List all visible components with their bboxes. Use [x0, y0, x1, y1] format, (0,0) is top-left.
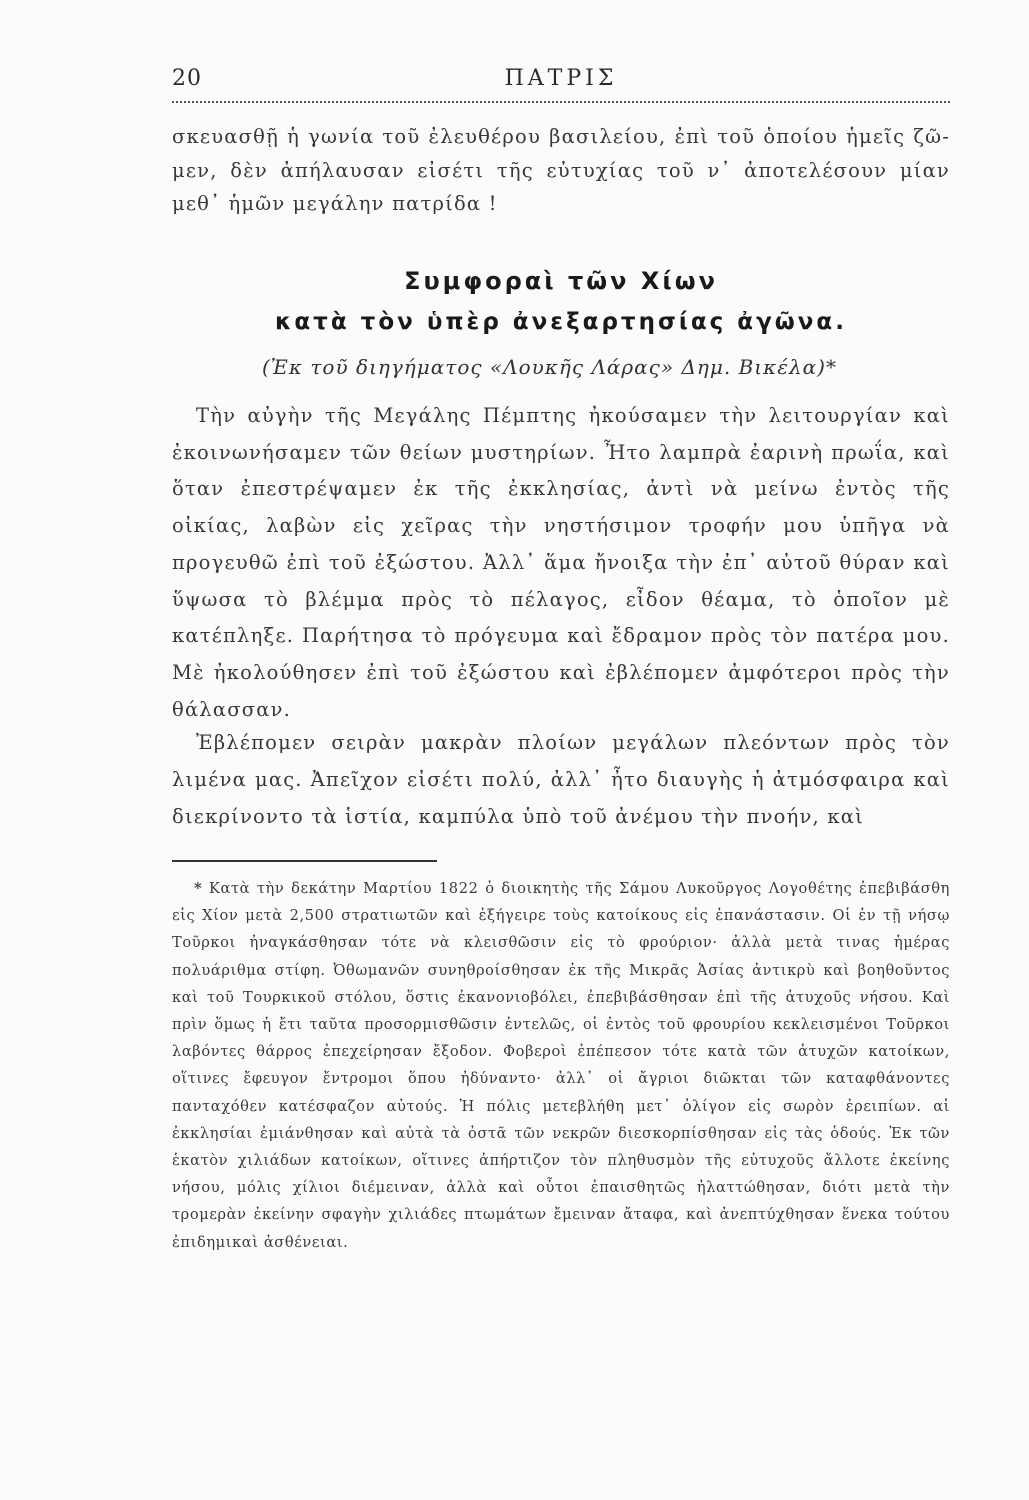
article-title-line1: Συμφοραὶ τῶν Χίων — [404, 267, 718, 295]
article-paragraph-1: Τὴν αὐγὴν τῆς Μεγάλης Πέμπτης ἠκούσαμεν τὴν λειτουργίαν καὶ ἐκοινωνήσαμεν τῶν θείων μυστηρίων. Ἦτο λαμπρὰ ἐαρινὴ πρωΐα, καὶ ὅταν ἐπεστρέψαμεν ἐκ τῆς ἐκκλησίας, ἀντὶ νὰ μείνω ἐντὸς τῆς οἰκίας, λαβὼν εἰς χεῖρας τὴν νηστήσιμον τροφήν μου ὑπῆγα νὰ προγευθῶ ἐπὶ τοῦ ἐξώστου. Ἀλλ᾽ ἅμα ἤνοιξα τὴν ἐπ᾽ αὐτοῦ θύραν καὶ ὕψωσα τὸ βλέμμα πρὸς τὸ πέλαγος, εἶδον θέαμα, τὸ ὁποῖον μὲ κατέπληξε. Παρήτησα τὸ πρόγευμα καὶ ἔδραμον πρὸς τὸν πατέρα μου. Μὲ ἠκολούθησεν ἐπὶ τοῦ ἐξώστου καὶ ἐβλέπομεν ἀμφότεροι πρὸς τὴν θάλασσαν. — [172, 404, 950, 721]
article-title-line2: κατὰ τὸν ὑπὲρ ἀνεξαρτησίας ἀγῶνα. — [275, 309, 847, 335]
footnote — [172, 875, 950, 1256]
header-rule — [172, 101, 950, 103]
intro-paragraph: σκευασθῇ ἡ γωνία τοῦ ἐλευθέρου βασιλείου, ἐπὶ τοῦ ὁποίου ἡμεῖς ζῶ-μεν, δὲν ἀπήλαυσαν εἰσέτι τῆς εὐτυχίας τοῦ ν᾽ ἀποτελέσουν μίαν μεθ᾽ ἡμῶν μεγάλην πατρίδα ! — [172, 125, 950, 215]
footnote-text: Κατὰ τὴν δεκάτην Μαρτίου 1822 ὁ διοικητὴς τῆς Σάμου Λυκοῦργος Λογοθέτης ἐπεβιβάσθη εἰς Χίον μετὰ 2,500 στρατιωτῶν καὶ ἐξήγειρε τοὺς κατοίκους εἰς ἐπανάστασιν. Οἱ ἐν τῇ νήσῳ Τοῦρκοι ἠναγκάσθησαν τότε νὰ κλεισθῶσιν εἰς τὸ φρούριον· ἀλλὰ μετὰ τινας ἡμέρας πολυάριθμα στίφη. Ὀθωμανῶν συνηθροίσθησαν ἐκ τῆς Μικρᾶς Ἀσίας ἀντικρὺ καὶ βοηθοῦντος καὶ τοῦ Τουρκικοῦ στόλου, ὅστις ἐκανονιοβόλει, ἐπεβιβάσθησαν ἐπὶ τῆς ἀτυχοῦς νήσου. Καὶ πρὶν ὅμως ἡ ἔτι ταῦτα προσορμισθῶσιν ἐντελῶς, οἱ ἐντὸς τοῦ φρουρίου κεκλεισμένοι Τοῦρκοι λαβόντες θάρρος ἐπεχείρησαν ἔξοδον. Φοβεροὶ ἐπέπεσον τότε κατὰ τῶν ἀτυχῶν κατοίκων, οἵτινες ἔφευγον ἔντρομοι ὅπου ἠδύναντο· ἀλλ᾽ οἱ ἄγριοι διῶκται τῶν καταφθάνοντες πανταχόθεν κατέσφαζον αὐτούς. Ἡ πόλις μετεβλήθη μετ᾽ ὀλίγον εἰς σωρὸν ἐρειπίων. αἱ ἐκκλησίαι ἐμιάνθησαν καὶ αὐτὰ τὰ ὀστᾶ τῶν νεκρῶν διεσκορπίσθησαν εἰς τὰς ὁδούς. Ἐκ τῶν ἑκατὸν χιλιάδων κατοίκων, οἵτινες ἀπήρτιζον τὸν πληθυσμὸν τῆς εὐτυχοῦς ἄλλοτε ἐκείνης νήσου, μόλις χίλιοι διέμειναν, ἀλλὰ καὶ οὗτοι ἐπαισθητῶς ἠλαττώθησαν, διότι μετὰ τὴν τρομερὰν ἐκείνην σφαγὴν χιλιάδες πτωμάτων ἔμειναν ἄταφα, καὶ ἀνεπτύχθησαν ἕνεκα τούτου ἐπιδημικαὶ ἀσθένειαι. — [172, 880, 950, 1251]
page-number: 20 — [172, 66, 202, 91]
article-source-subtitle: (Ἐκ τοῦ διηγήματος «Λουκῆς Λάρας» Δημ. Βικέλα)* — [262, 355, 837, 379]
footnote-rule — [172, 860, 437, 862]
article-paragraph-2: Ἐβλέπομεν σειρὰν μακρὰν πλοίων μεγάλων πλεόντων πρὸς τὸν λιμένα μας. Ἀπεῖχον εἰσέτι πολύ, ἀλλ᾽ ἦτο διαυγὴς ἡ ἀτμόσφαιρα καὶ διεκρίνοντο τὰ ἱστία, καμπύλα ὑπὸ τοῦ ἀνέμου τὴν πνοήν, καὶ — [172, 731, 950, 828]
page-header — [172, 66, 950, 106]
article-heading — [172, 262, 950, 386]
footnote-marker: * — [194, 880, 203, 897]
running-title: ΠΑΤΡΙΣ — [504, 66, 618, 91]
